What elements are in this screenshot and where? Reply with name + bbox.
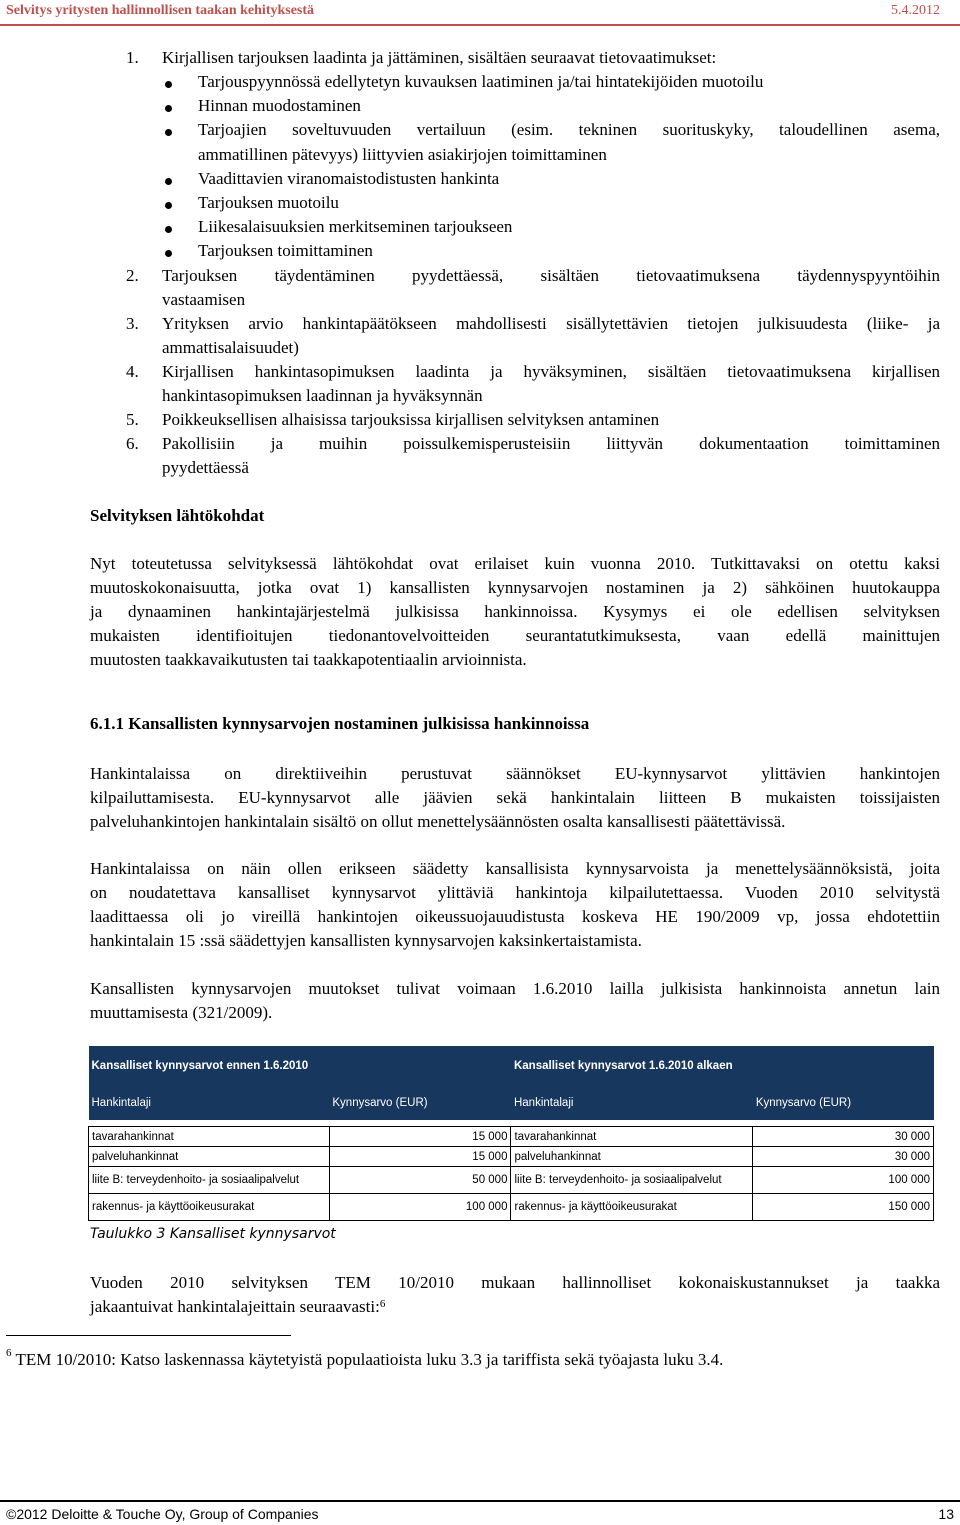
footnote-reference: 6 xyxy=(379,1298,386,1310)
table-cell: 150 000 xyxy=(753,1194,934,1221)
list-item-4-cont: hankintasopimuksen laadinnan ja hyväksynnän xyxy=(162,386,483,405)
table-cell: 30 000 xyxy=(753,1147,934,1167)
page-footer xyxy=(0,1500,960,1525)
paragraph-line: kilpailuttamisesta. EU-kynnysarvot alle jäävien sekä hankintalain liitteen B mukaisten toissijaisten xyxy=(90,788,940,807)
table-cell: tavarahankinnat xyxy=(511,1127,753,1147)
page-header xyxy=(0,0,960,26)
header-title: Selvitys yritysten hallinnollisen taakan kehityksestä xyxy=(6,3,315,18)
bullet-icon xyxy=(165,81,172,88)
bullet-item: Liikesalaisuuksien merkitseminen tarjoukseen xyxy=(198,217,513,236)
table-column-header xyxy=(89,1086,934,1120)
paragraph-line: Kansallisten kynnysarvojen muutokset tulivat voimaan 1.6.2010 lailla julkisista hankinnoista annetun lain xyxy=(90,979,940,998)
paragraph-line: Nyt toteutetussa selvityksessä lähtökohdat ovat erilaiset kuin vuonna 2010. Tutkittavaksi on otettu kaksi xyxy=(90,554,940,573)
paragraph-line: Hankintalaissa on näin ollen erikseen säädetty kansallisista kynnysarvoista ja menettelysäännöksistä, joita xyxy=(90,859,940,878)
table-cell: tavarahankinnat xyxy=(89,1127,330,1147)
bullet-icon xyxy=(165,129,172,136)
list-number: 4. xyxy=(126,362,139,381)
list-item-1: Kirjallisen tarjouksen laadinta ja jättäminen, sisältäen seuraavat tietovaatimukset: xyxy=(162,48,717,67)
section-heading: Selvityksen lähtökohdat xyxy=(90,506,265,525)
paragraph-line: mukaisten identifioitujen tiedonantovelvoitteiden seurantatutkimuksesta, vaan edellä mainittujen xyxy=(90,626,940,645)
subsection-heading: 6.1.1 Kansallisten kynnysarvojen nostaminen julkisissa hankinnoissa xyxy=(90,714,590,733)
table-header-cell: Kansalliset kynnysarvot 1.6.2010 alkaen xyxy=(511,1046,934,1086)
bullet-icon xyxy=(165,202,172,209)
bullet-item-cont: ammatillinen pätevyys) liittyvien asiakirjojen toimittaminen xyxy=(198,145,607,164)
list-number: 5. xyxy=(126,410,139,429)
list-item-4: Kirjallisen hankintasopimuksen laadinta ja hyväksyminen, sisältäen tietovaatimuksena kirjallisen xyxy=(162,362,940,381)
table-row xyxy=(89,1147,934,1167)
table-cell: liite B: terveydenhoito- ja sosiaalipalvelut xyxy=(511,1167,753,1194)
table-caption: Taulukko 3 Kansalliset kynnysarvot xyxy=(90,1226,336,1242)
paragraph-line: laadittaessa oli jo vireillä hankintojen oikeussuojauudistusta koskeva HE 190/2009 vp, jossa ehdotettiin xyxy=(90,907,940,926)
list-item-3-cont: ammattisalaisuudet) xyxy=(162,338,299,357)
table-header-cell: Kansalliset kynnysarvot ennen 1.6.2010 xyxy=(89,1046,511,1086)
bullet-item: Tarjouspyynnössä edellytetyn kuvauksen laatiminen ja/tai hintatekijöiden muotoilu xyxy=(198,72,764,91)
list-number: 2. xyxy=(126,266,139,285)
paragraph-line: on noudatettava kansalliset kynnysarvot ylittäviä hankintoja kilpailutettaessa. Vuoden 2010 selvitystä xyxy=(90,883,940,902)
list-number: 1. xyxy=(126,48,139,67)
header-date: 5.4.2012 xyxy=(891,3,940,18)
table-header-cell: Kynnysarvo (EUR) xyxy=(753,1086,934,1120)
bullet-item: Vaadittavien viranomaistodistusten hankinta xyxy=(198,169,500,188)
threshold-table xyxy=(88,1046,934,1221)
table-group-header xyxy=(89,1046,934,1086)
table-header-cell: Hankintalaji xyxy=(511,1086,753,1120)
footnote-mark: 6 xyxy=(6,1347,12,1359)
bullet-item: Hinnan muodostaminen xyxy=(198,96,361,115)
table-header-cell: Hankintalaji xyxy=(89,1086,330,1120)
table-cell: 100 000 xyxy=(753,1167,934,1194)
list-item-2-cont: vastaamisen xyxy=(162,290,246,309)
table-row xyxy=(89,1167,934,1194)
list-number: 6. xyxy=(126,434,139,453)
table-cell: 50 000 xyxy=(329,1167,511,1194)
list-item-3: Yrityksen arvio hankintapäätökseen mahdollisesti sisällytettävien tietojen julkisuudesta (liike- ja xyxy=(162,314,940,333)
footnote-text: TEM 10/2010: Katso laskennassa käytetyistä populaatioista luku 3.3 ja tariffista sekä työajasta luku 3.4. xyxy=(15,1350,724,1369)
footnote-divider xyxy=(6,1335,291,1336)
table-cell: rakennus- ja käyttöoikeusurakat xyxy=(89,1194,330,1221)
list-item-2: Tarjouksen täydentäminen pyydettäessä, sisältäen tietovaatimuksena täydennyspyyntöihin xyxy=(162,266,940,285)
paragraph-line xyxy=(90,1295,385,1319)
table-cell: liite B: terveydenhoito- ja sosiaalipalvelut xyxy=(89,1167,330,1194)
paragraph-line: ja dynaaminen hankintajärjestelmä julkisissa hankinnoissa. Kysymys ei ole edellisen selvityksen xyxy=(90,602,940,621)
table-cell: 15 000 xyxy=(329,1147,511,1167)
bullet-icon xyxy=(165,178,172,185)
paragraph-text: jakaantuivat hankintalajeittain seuraavasti: xyxy=(90,1297,380,1316)
paragraph-line: Hankintalaissa on direktiiveihin perustuvat säännökset EU-kynnysarvot ylittävien hankintojen xyxy=(90,764,940,783)
paragraph-line: muutosten taakkavaikutusten tai taakkapotentiaalin arvioinnista. xyxy=(90,650,527,669)
bullet-icon xyxy=(165,250,172,257)
table-row xyxy=(89,1194,934,1221)
list-item-5: Poikkeuksellisen alhaisissa tarjouksissa kirjallisen selvityksen antaminen xyxy=(162,410,660,429)
list-item-6-cont: pyydettäessä xyxy=(162,458,249,477)
paragraph-line: muuttamisesta (321/2009). xyxy=(90,1003,273,1022)
bullet-icon xyxy=(165,105,172,112)
table-cell: rakennus- ja käyttöoikeusurakat xyxy=(511,1194,753,1221)
table-cell: palveluhankinnat xyxy=(89,1147,330,1167)
list-item-6: Pakollisiin ja muihin poissulkemisperusteisiin liittyvän dokumentaation toimittaminen xyxy=(162,434,940,453)
bullet-item: Tarjouksen muotoilu xyxy=(198,193,339,212)
paragraph-line: muutoskokonaisuutta, jotka ovat 1) kansallisten kynnysarvojen nostaminen ja 2) sähköinen huutokauppa xyxy=(90,578,940,597)
paragraph-line: Vuoden 2010 selvityksen TEM 10/2010 mukaan hallinnolliset kokonaiskustannukset ja taakka xyxy=(90,1273,940,1292)
page-number: 13 xyxy=(938,1506,954,1522)
table-cell: 100 000 xyxy=(329,1194,511,1221)
bullet-item: Tarjoajien soveltuvuuden vertailuun (esim. tekninen suorituskyky, taloudellinen asema, xyxy=(198,120,940,139)
paragraph-line: hankintalain 15 :ssä säädettyjen kansallisten kynnysarvojen kaksinkertaistamista. xyxy=(90,931,642,950)
table-header-cell: Kynnysarvo (EUR) xyxy=(329,1086,511,1120)
table-row xyxy=(89,1127,934,1147)
table-cell: palveluhankinnat xyxy=(511,1147,753,1167)
footnote xyxy=(6,1347,724,1370)
list-number: 3. xyxy=(126,314,139,333)
paragraph-line: palveluhankintojen hankintalain sisältö on ollut menettelysäännösten osalta kansallisesti päätettävissä. xyxy=(90,812,786,831)
bullet-item: Tarjouksen toimittaminen xyxy=(198,241,373,260)
bullet-icon xyxy=(165,226,172,233)
footer-copyright: ©2012 Deloitte & Touche Oy, Group of Companies xyxy=(6,1506,319,1522)
table-cell: 30 000 xyxy=(753,1127,934,1147)
table-cell: 15 000 xyxy=(329,1127,511,1147)
